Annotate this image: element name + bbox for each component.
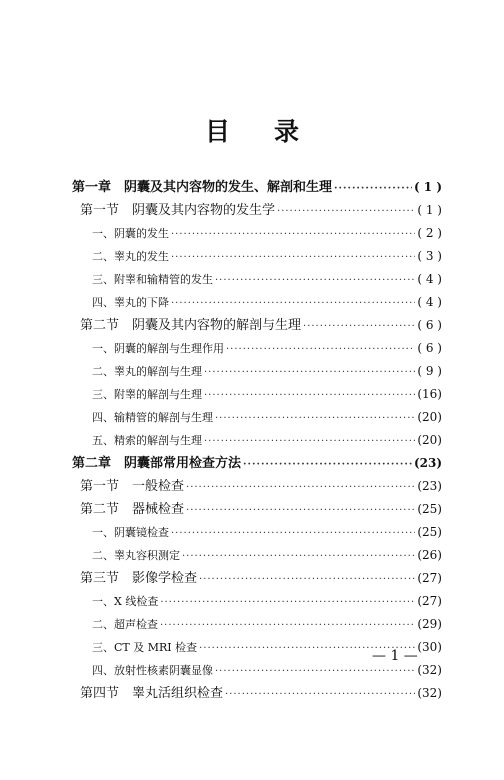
toc-entry-label: 三、附睾的解剖与生理 (92, 388, 202, 401)
dot-leader (303, 315, 415, 338)
toc-entry-label: 第二章 阴囊部常用检查方法 (72, 456, 242, 471)
toc-entry-page: (32) (417, 663, 442, 677)
dot-leader (204, 361, 415, 384)
toc-entry-label: 第一节 一般检查 (80, 479, 185, 494)
dot-leader (160, 614, 415, 637)
dot-leader (277, 200, 415, 223)
toc-entry-label: 二、睾丸的发生 (92, 250, 169, 263)
toc-entry-item (72, 222, 442, 245)
toc-entry-label: 四、睾丸的下降 (92, 296, 169, 309)
toc-entry-section (72, 498, 442, 521)
dot-leader (171, 522, 415, 545)
toc-entry-item (72, 613, 442, 636)
toc-entry-page: ( 4 ) (417, 272, 442, 286)
toc-entry-label: 第二节 器械检查 (80, 502, 185, 517)
dot-leader (182, 545, 415, 568)
toc-entry-item (72, 360, 442, 383)
toc-entry-page: ( 1 ) (417, 203, 442, 217)
toc-entry-page: (25) (417, 525, 442, 539)
dot-leader (334, 177, 412, 200)
dot-leader (226, 338, 415, 361)
toc-entry-page: (25) (417, 502, 442, 516)
toc-entry-page: (20) (417, 433, 442, 447)
toc-entry-item (72, 268, 442, 291)
toc-entry-chapter (72, 176, 442, 199)
dot-leader (171, 292, 415, 315)
toc-entry-item (72, 245, 442, 268)
toc-entry-item (72, 291, 442, 314)
toc-entry-page: (26) (417, 548, 442, 562)
toc-entry-label: 二、睾丸的解剖与生理 (92, 365, 202, 378)
dot-leader (199, 568, 415, 591)
toc-entry-page: (29) (417, 617, 442, 631)
toc-entry-label: 三、CT 及 MRI 检查 (92, 641, 198, 654)
toc-entry-page: (32) (417, 686, 442, 700)
toc-entry-label: 一、阴囊的解剖与生理作用 (92, 342, 224, 355)
page-title-char: 目 (204, 117, 230, 146)
dot-leader (204, 430, 415, 453)
toc-entry-page: (23) (417, 479, 442, 493)
dot-leader (204, 384, 415, 407)
toc-entry-label: 一、X 线检查 (92, 595, 159, 608)
toc-entry-page: ( 2 ) (417, 226, 442, 240)
toc-entry-label: 第二节 阴囊及其内容物的解剖与生理 (80, 318, 302, 333)
toc-entry-label: 一、阴囊的发生 (92, 227, 169, 240)
toc-entry-page: (27) (417, 571, 442, 585)
toc-entry-item (72, 337, 442, 360)
toc-entry-item (72, 590, 442, 613)
toc-entry-label: 四、输精管的解剖与生理 (92, 411, 213, 424)
toc-entry-section (72, 199, 442, 222)
dot-leader (171, 246, 415, 269)
toc-entry-item (72, 521, 442, 544)
dot-leader (215, 407, 415, 430)
toc-entry-section (72, 682, 442, 705)
toc-entry-section (72, 475, 442, 498)
toc-entry-page: ( 6 ) (417, 318, 442, 332)
dot-leader (171, 223, 415, 246)
toc-entry-page: (23) (413, 456, 442, 470)
toc-entry-label: 第三节 影像学检查 (80, 571, 198, 586)
toc-entry-item (72, 383, 442, 406)
toc-entry-label: 四、放射性核素阴囊显像 (92, 664, 213, 677)
dot-leader (160, 591, 415, 614)
page-title-char: 录 (274, 117, 300, 146)
toc-entry-page: ( 9 ) (417, 364, 442, 378)
toc-entry-item (72, 429, 442, 452)
toc-entry-label: 第一节 阴囊及其内容物的发生学 (80, 203, 276, 218)
toc-entry-page: (16) (417, 387, 442, 401)
toc-entry-label: 二、超声检查 (92, 618, 158, 631)
toc-entry-chapter (72, 452, 442, 475)
toc-entry-section (72, 567, 442, 590)
toc-entry-page: ( 1 ) (413, 180, 442, 194)
page-title (0, 112, 504, 148)
dot-leader (243, 453, 412, 476)
toc-entry-page: (27) (417, 594, 442, 608)
toc-entry-label: 第四节 睾丸活组织检查 (80, 686, 224, 701)
page-number: — 1 — (372, 648, 418, 664)
toc-entry-label: 二、睾丸容积测定 (92, 549, 180, 562)
dot-leader (186, 476, 415, 499)
toc-entry-page: (20) (417, 410, 442, 424)
dot-leader (186, 499, 415, 522)
toc-entry-page: ( 6 ) (417, 341, 442, 355)
toc-entry-label: 三、附睾和输精管的发生 (92, 273, 213, 286)
toc-entry-page: ( 4 ) (417, 295, 442, 309)
toc-entry-item (72, 406, 442, 429)
toc-entry-item (72, 544, 442, 567)
toc-entry-label: 五、精索的解剖与生理 (92, 434, 202, 447)
table-of-contents (72, 176, 442, 705)
dot-leader (215, 269, 415, 292)
toc-entry-section (72, 314, 442, 337)
toc-entry-page: (30) (417, 640, 442, 654)
toc-entry-label: 第一章 阴囊及其内容物的发生、解剖和生理 (72, 180, 333, 195)
toc-entry-label: 一、阴囊镜检查 (92, 526, 169, 539)
toc-entry-page: ( 3 ) (417, 249, 442, 263)
dot-leader (225, 683, 415, 706)
